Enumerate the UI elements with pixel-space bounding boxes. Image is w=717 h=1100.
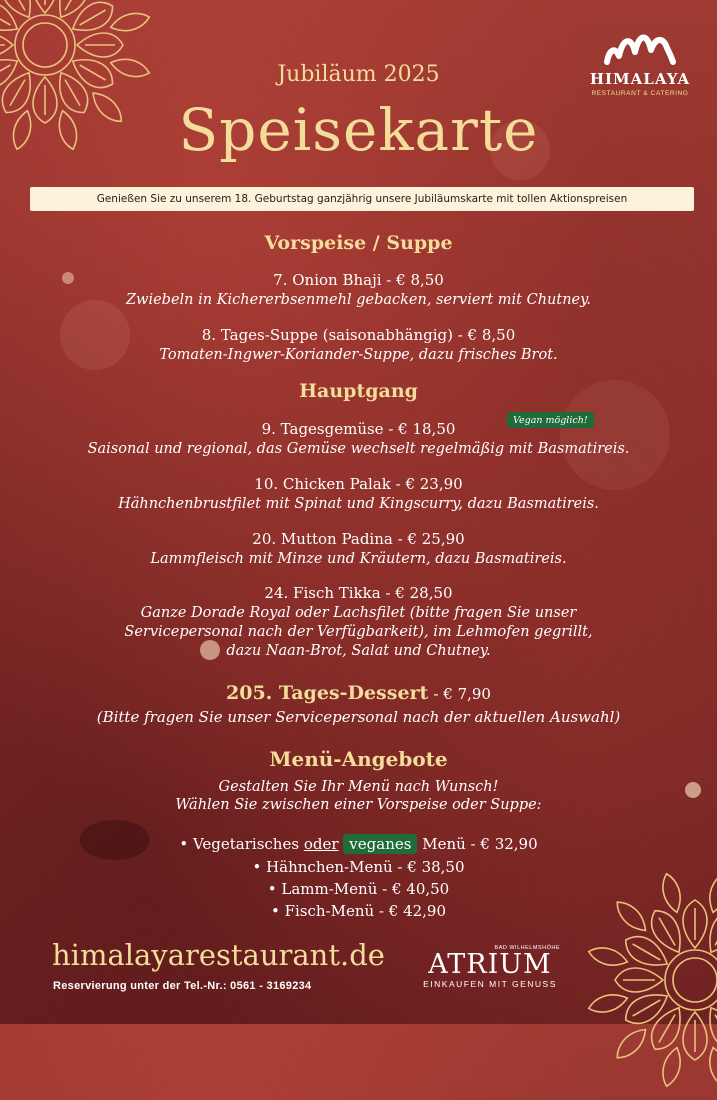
logo-name: HIMALAYA xyxy=(589,70,691,88)
menu-item-description: Lammfleisch mit Minze und Kräutern, dazu Basmatireis. xyxy=(150,551,567,567)
atrium-location: BAD WILHELMSHÖHE xyxy=(494,945,560,951)
menu-item-title: 7. Onion Bhaji - € 8,50 xyxy=(273,271,444,289)
menu-offer: • Fisch-Menü - € 42,90 xyxy=(270,902,447,920)
menu-item-description-line: Ganze Dorade Royal oder Lachsfilet (bitte fragen Sie unser xyxy=(140,605,577,621)
menu-item-description: Saisonal und regional, das Gemüse wechselt regelmäßig mit Basmatireis. xyxy=(87,441,630,457)
menu-item-description: Hähnchenbrustfilet mit Spinat und Kingscurry, dazu Basmatireis. xyxy=(118,496,599,512)
menu-intro-line: Wählen Sie zwischen einer Vorspeise oder Suppe: xyxy=(175,797,542,813)
banner-text: Genießen Sie zu unserem 18. Geburtstag ganzjährig unsere Jubiläumskarte mit tollen Aktionspreisen xyxy=(96,193,628,205)
logo-tagline: RESTAURANT & CATERING xyxy=(591,90,689,97)
menu-offer: • Hähnchen-Menü - € 38,50 xyxy=(252,858,465,876)
website-link[interactable]: himalayarestaurant.de xyxy=(52,938,385,972)
dessert-line xyxy=(0,682,717,704)
menu-intro-line: Gestalten Sie Ihr Menü nach Wunsch! xyxy=(218,779,499,795)
dessert-price: - € 7,90 xyxy=(433,685,491,703)
section-title-hauptgang: Hauptgang xyxy=(299,380,418,402)
menu-item-title: 10. Chicken Palak - € 23,90 xyxy=(254,475,463,493)
offer-suffix: Menü - € 32,90 xyxy=(422,835,538,853)
atrium-name: ATRIUM xyxy=(428,949,552,980)
reservation-phone: Reservierung unter der Tel.-Nr.: 0561 - 3169234 xyxy=(53,980,312,992)
menu-item-title: 9. Tagesgemüse - € 18,50 xyxy=(261,420,456,438)
mountain-logo-icon xyxy=(603,30,677,66)
menu-item-description-line: dazu Naan-Brot, Salat und Chutney. xyxy=(226,643,491,659)
section-title-vorspeise: Vorspeise / Suppe xyxy=(264,232,453,254)
offer-veganes-highlight: veganes xyxy=(343,834,417,854)
page-subtitle: Jubiläum 2025 xyxy=(277,62,440,87)
dessert-description: (Bitte fragen Sie unser Servicepersonal nach der aktuellen Auswahl) xyxy=(96,708,621,726)
menu-item-description: Zwiebeln in Kichererbsenmehl gebacken, serviert mit Chutney. xyxy=(125,292,592,308)
atrium-logo xyxy=(420,945,560,989)
page-title: Speisekarte xyxy=(178,96,539,164)
menu-offer-vegetarian xyxy=(0,835,717,853)
menu-item-description: Tomaten-Ingwer-Koriander-Suppe, dazu frisches Brot. xyxy=(159,347,558,363)
dessert-name: 205. Tages-Dessert xyxy=(226,682,429,704)
offer-oder: oder xyxy=(303,835,339,853)
section-title-menu: Menü-Angebote xyxy=(269,747,448,771)
menu-item-title: 24. Fisch Tikka - € 28,50 xyxy=(264,584,453,602)
offer-prefix: • Vegetarisches xyxy=(179,835,300,853)
menu-offer: • Lamm-Menü - € 40,50 xyxy=(267,880,450,898)
anniversary-banner xyxy=(30,187,694,211)
atrium-slogan: EINKAUFEN MIT GENUSS xyxy=(423,979,557,989)
vegan-badge: Vegan möglich! xyxy=(507,412,594,428)
menu-item-title: 20. Mutton Padina - € 25,90 xyxy=(252,530,465,548)
menu-item-title: 8. Tages-Suppe (saisonabhängig) - € 8,50 xyxy=(201,326,516,344)
menu-item-description-line: Servicepersonal nach der Verfügbarkeit), im Lehmofen gegrillt, xyxy=(124,624,593,640)
